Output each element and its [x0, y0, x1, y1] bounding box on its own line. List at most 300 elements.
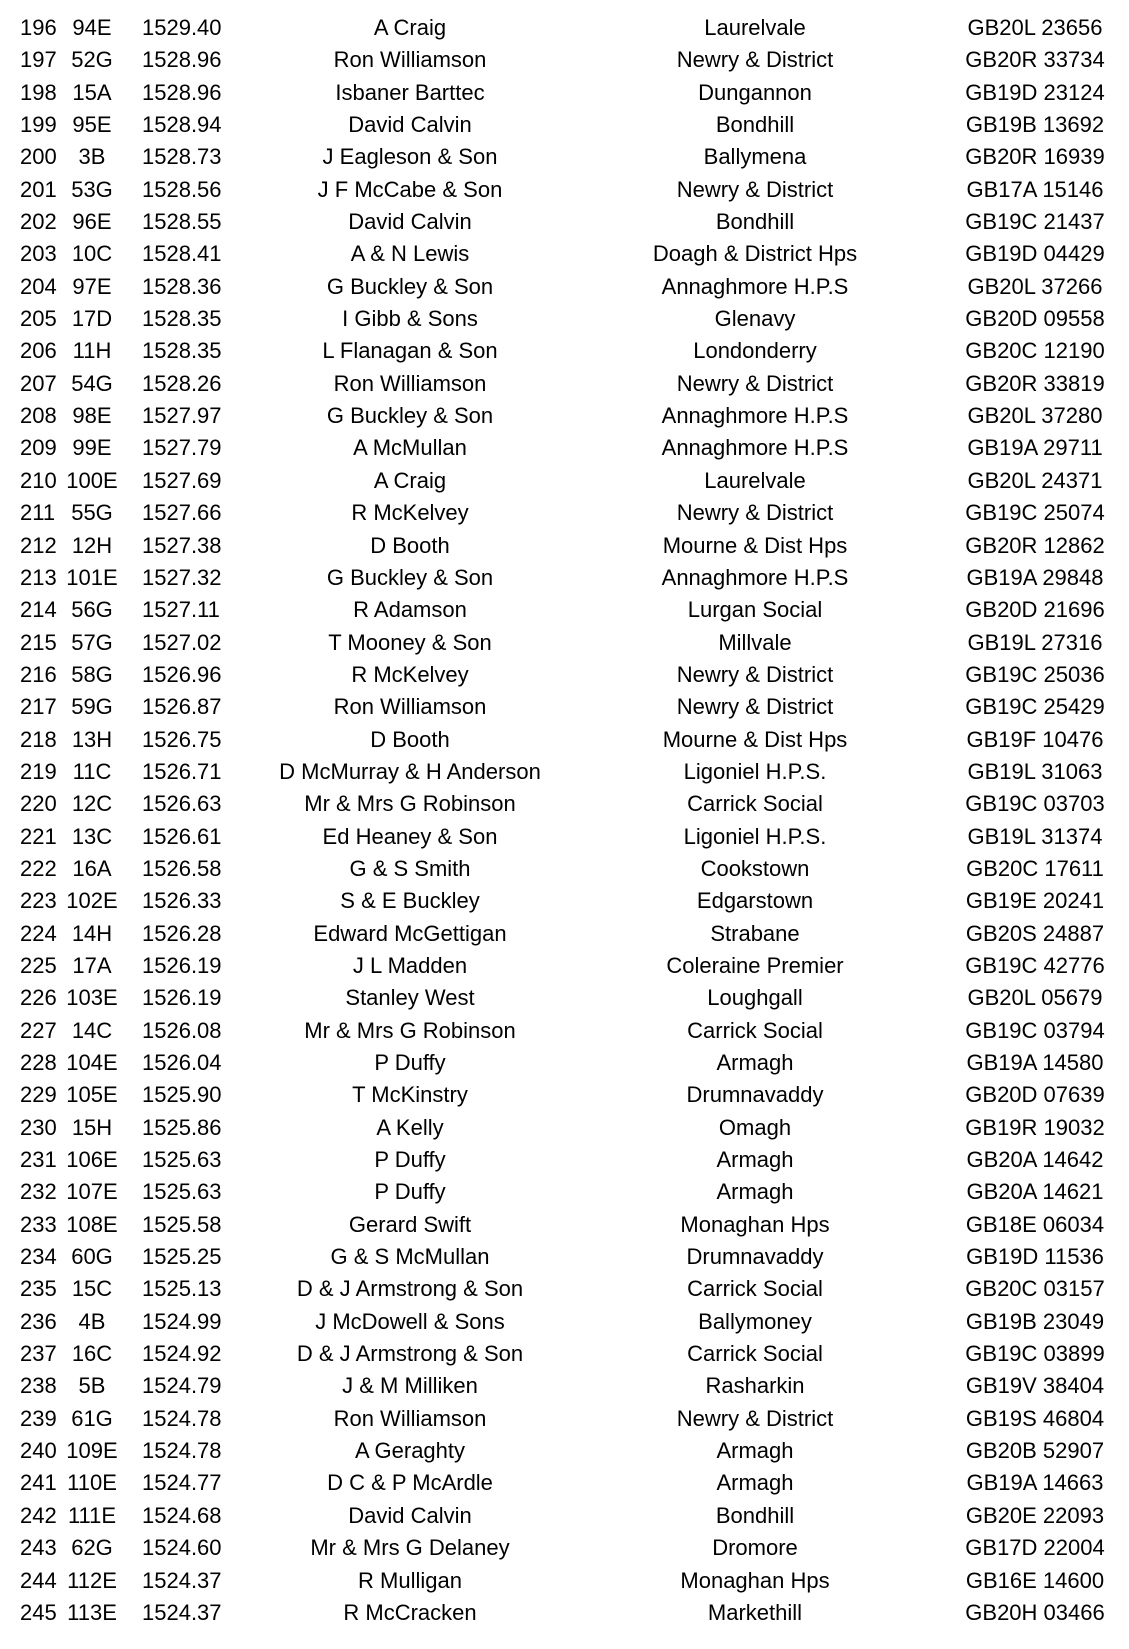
table-row: [0, 1532, 1129, 1564]
entry-code-cell: 52G: [71, 47, 113, 73]
position-cell: 209: [20, 435, 57, 461]
position-cell: 236: [20, 1308, 57, 1334]
position-cell: 231: [20, 1147, 57, 1173]
entry-code-cell: 12H: [71, 532, 113, 558]
ring-number-cell: GB20R 16939: [965, 144, 1105, 170]
fancier-name-cell: Mr & Mrs G Robinson: [304, 791, 516, 817]
velocity-cell: 1525.58: [142, 1211, 222, 1237]
velocity-cell: 1526.58: [142, 855, 222, 881]
club-cell: Mourne & Dist Hps: [662, 726, 848, 752]
table-row: [0, 44, 1129, 76]
club-cell: Laurelvale: [704, 15, 806, 40]
table-row: [0, 1015, 1129, 1047]
ring-number-cell: GB20R 33734: [965, 47, 1105, 73]
velocity-cell: 1527.38: [142, 532, 222, 558]
ring-number-cell: GB20R 33819: [965, 370, 1105, 396]
fancier-name-cell: G Buckley & Son: [326, 273, 494, 299]
entry-code-cell: 111E: [67, 1502, 117, 1528]
club-cell: Newry & District: [676, 694, 834, 720]
velocity-cell: 1524.78: [142, 1405, 222, 1431]
position-cell: 197: [20, 47, 57, 73]
fancier-name-cell: R Adamson: [353, 597, 467, 623]
position-cell: 217: [20, 694, 57, 720]
table-row: [0, 109, 1129, 141]
ring-number-cell: GB19C 03794: [965, 1017, 1105, 1043]
position-cell: 214: [20, 597, 57, 623]
ring-number-cell: GB20R 12862: [965, 532, 1105, 558]
entry-code-cell: 98E: [72, 403, 112, 429]
fancier-name-cell: D Booth: [370, 532, 450, 558]
ring-number-cell: GB19D 04429: [965, 241, 1105, 267]
velocity-cell: 1527.79: [142, 435, 222, 461]
ring-number-cell: GB19C 25036: [965, 661, 1105, 687]
club-cell: Strabane: [710, 920, 800, 946]
position-cell: 210: [20, 467, 57, 493]
position-cell: 211: [20, 500, 56, 526]
entry-code-cell: 16C: [71, 1341, 113, 1367]
entry-code-cell: 109E: [66, 1438, 118, 1464]
ring-number-cell: GB20C 12190: [965, 338, 1105, 364]
entry-code-cell: 104E: [66, 1050, 118, 1075]
position-cell: 205: [20, 306, 57, 332]
fancier-name-cell: A Craig: [373, 15, 447, 40]
position-cell: 196: [20, 15, 57, 40]
club-cell: Ligoniel H.P.S.: [683, 758, 827, 784]
ring-number-cell: GB19E 20241: [965, 888, 1105, 914]
fancier-name-cell: A Geraghty: [354, 1438, 466, 1464]
ring-number-cell: GB20D 09558: [965, 306, 1105, 332]
table-row: [0, 1565, 1129, 1597]
club-cell: Glenavy: [714, 306, 796, 332]
table-row: [0, 174, 1129, 206]
position-cell: 221: [20, 823, 57, 849]
position-cell: 241: [20, 1470, 57, 1496]
club-cell: Annaghmore H.P.S: [661, 273, 849, 299]
results-table: [0, 12, 1129, 1629]
velocity-cell: 1527.11: [142, 597, 220, 623]
table-row: [0, 1079, 1129, 1111]
entry-code-cell: 108E: [66, 1211, 118, 1237]
fancier-name-cell: G & S Smith: [349, 855, 471, 881]
fancier-name-cell: A Craig: [373, 467, 447, 493]
club-cell: Ballymena: [703, 144, 807, 170]
position-cell: 242: [20, 1502, 57, 1528]
table-row: [0, 77, 1129, 109]
table-row: [0, 821, 1129, 853]
club-cell: Armagh: [716, 1050, 794, 1075]
ring-number-cell: GB19D 11536: [966, 1244, 1104, 1270]
club-cell: Drumnavaddy: [686, 1082, 824, 1108]
table-row: [0, 788, 1129, 820]
fancier-name-cell: J L Madden: [352, 952, 468, 978]
entry-code-cell: 99E: [72, 435, 112, 461]
ring-number-cell: GB20L 37280: [967, 403, 1103, 429]
entry-code-cell: 106E: [66, 1147, 118, 1173]
ring-number-cell: GB20A 14621: [966, 1179, 1104, 1205]
table-row: [0, 400, 1129, 432]
table-row: [0, 1144, 1129, 1176]
velocity-cell: 1528.56: [142, 176, 222, 202]
position-cell: 244: [20, 1567, 57, 1593]
entry-code-cell: 54G: [71, 370, 113, 396]
club-cell: Carrick Social: [687, 1341, 823, 1367]
fancier-name-cell: Ron Williamson: [333, 694, 487, 720]
club-cell: Armagh: [716, 1470, 794, 1496]
ring-number-cell: GB19C 03703: [965, 791, 1105, 817]
club-cell: Carrick Social: [687, 791, 823, 817]
entry-code-cell: 15A: [72, 79, 112, 105]
velocity-cell: 1526.04: [142, 1050, 222, 1075]
fancier-name-cell: A & N Lewis: [350, 241, 470, 267]
position-cell: 203: [20, 241, 57, 267]
fancier-name-cell: Ron Williamson: [333, 1405, 487, 1431]
fancier-name-cell: R McKelvey: [351, 661, 469, 687]
entry-code-cell: 15C: [71, 1276, 113, 1302]
club-cell: Annaghmore H.P.S: [661, 403, 849, 429]
velocity-cell: 1527.97: [142, 403, 222, 429]
table-row: [0, 1467, 1129, 1499]
position-cell: 202: [20, 209, 57, 235]
fancier-name-cell: G Buckley & Son: [326, 403, 494, 429]
position-cell: 240: [20, 1438, 57, 1464]
club-cell: Newry & District: [676, 661, 834, 687]
club-cell: Mourne & Dist Hps: [662, 532, 848, 558]
fancier-name-cell: David Calvin: [348, 1502, 472, 1528]
ring-number-cell: GB19A 14580: [966, 1050, 1104, 1075]
position-cell: 216: [20, 661, 57, 687]
velocity-cell: 1526.75: [142, 726, 222, 752]
velocity-cell: 1528.96: [142, 79, 222, 105]
velocity-cell: 1526.19: [142, 952, 222, 978]
ring-number-cell: GB19R 19032: [965, 1114, 1105, 1140]
velocity-cell: 1528.96: [142, 47, 222, 73]
club-cell: Newry & District: [676, 176, 834, 202]
entry-code-cell: 5B: [78, 1373, 106, 1399]
ring-number-cell: GB19C 03899: [965, 1341, 1105, 1367]
entry-code-cell: 14H: [71, 920, 113, 946]
velocity-cell: 1526.71: [142, 758, 222, 784]
club-cell: Lurgan Social: [687, 597, 823, 623]
ring-number-cell: GB19B 13692: [965, 112, 1105, 138]
position-cell: 229: [20, 1082, 57, 1108]
ring-number-cell: GB20B 52907: [965, 1438, 1105, 1464]
ring-number-cell: GB19A 14663: [966, 1470, 1104, 1496]
entry-code-cell: 57G: [71, 629, 113, 655]
club-cell: Rasharkin: [705, 1373, 805, 1399]
club-cell: Ligoniel H.P.S.: [683, 823, 827, 849]
velocity-cell: 1524.77: [142, 1470, 222, 1496]
entry-code-cell: 94E: [72, 15, 112, 40]
ring-number-cell: GB20E 22093: [965, 1502, 1105, 1528]
table-row: [0, 530, 1129, 562]
fancier-name-cell: P Duffy: [374, 1179, 446, 1205]
position-cell: 207: [20, 370, 57, 396]
position-cell: 199: [20, 112, 57, 138]
table-row: [0, 1435, 1129, 1467]
table-row: [0, 1370, 1129, 1402]
velocity-cell: 1526.28: [142, 920, 222, 946]
table-row: [0, 885, 1129, 917]
position-cell: 201: [20, 176, 57, 202]
velocity-cell: 1525.25: [142, 1244, 222, 1270]
velocity-cell: 1524.92: [142, 1341, 222, 1367]
club-cell: Dungannon: [698, 79, 812, 105]
fancier-name-cell: Gerard Swift: [348, 1211, 472, 1237]
fancier-name-cell: G Buckley & Son: [326, 564, 494, 590]
ring-number-cell: GB20C 17611: [966, 855, 1104, 881]
ring-number-cell: GB20L 23656: [967, 15, 1103, 40]
position-cell: 213: [20, 564, 57, 590]
position-cell: 204: [20, 273, 57, 299]
velocity-cell: 1526.63: [142, 791, 222, 817]
velocity-cell: 1528.55: [142, 209, 222, 235]
fancier-name-cell: D C & P McArdle: [327, 1470, 493, 1496]
fancier-name-cell: D Booth: [370, 726, 450, 752]
entry-code-cell: 15H: [71, 1114, 113, 1140]
table-row: [0, 1500, 1129, 1532]
club-cell: Markethill: [707, 1599, 803, 1625]
position-cell: 232: [20, 1179, 57, 1205]
entry-code-cell: 14C: [71, 1017, 113, 1043]
entry-code-cell: 59G: [71, 694, 113, 720]
position-cell: 198: [20, 79, 57, 105]
velocity-cell: 1524.37: [142, 1599, 222, 1625]
club-cell: Annaghmore H.P.S: [661, 435, 849, 461]
position-cell: 212: [20, 532, 57, 558]
entry-code-cell: 95E: [72, 112, 112, 138]
club-cell: Edgarstown: [696, 888, 814, 914]
ring-number-cell: GB20C 03157: [965, 1276, 1105, 1302]
table-row: [0, 1047, 1129, 1079]
fancier-name-cell: J F McCabe & Son: [317, 176, 503, 202]
fancier-name-cell: D McMurray & H Anderson: [279, 758, 541, 784]
position-cell: 223: [20, 888, 57, 914]
velocity-cell: 1529.40: [142, 15, 222, 40]
club-cell: Laurelvale: [704, 467, 806, 493]
table-row: [0, 724, 1129, 756]
club-cell: Bondhill: [715, 209, 795, 235]
table-row: [0, 497, 1129, 529]
velocity-cell: 1525.13: [142, 1276, 222, 1302]
ring-number-cell: GB20D 21696: [965, 597, 1105, 623]
ring-number-cell: GB20D 07639: [965, 1082, 1105, 1108]
velocity-cell: 1526.33: [142, 888, 222, 914]
entry-code-cell: 13H: [71, 726, 113, 752]
ring-number-cell: GB17D 22004: [965, 1535, 1105, 1561]
entry-code-cell: 62G: [71, 1535, 113, 1561]
fancier-name-cell: Mr & Mrs G Robinson: [304, 1017, 516, 1043]
fancier-name-cell: I Gibb & Sons: [342, 306, 478, 332]
ring-number-cell: GB19A 29711: [967, 435, 1103, 461]
ring-number-cell: GB19D 23124: [965, 79, 1105, 105]
entry-code-cell: 60G: [71, 1244, 113, 1270]
table-row: [0, 691, 1129, 723]
fancier-name-cell: T Mooney & Son: [328, 629, 492, 655]
velocity-cell: 1528.35: [142, 306, 222, 332]
table-row: [0, 271, 1129, 303]
velocity-cell: 1527.32: [142, 564, 222, 590]
entry-code-cell: 105E: [66, 1082, 118, 1108]
fancier-name-cell: J & M Milliken: [342, 1373, 478, 1399]
club-cell: Coleraine Premier: [666, 952, 844, 978]
fancier-name-cell: Ron Williamson: [333, 370, 487, 396]
table-row: [0, 562, 1129, 594]
entry-code-cell: 97E: [72, 273, 112, 299]
ring-number-cell: GB19L 31063: [967, 758, 1103, 784]
position-cell: 238: [20, 1373, 57, 1399]
entry-code-cell: 102E: [66, 888, 118, 914]
club-cell: Loughgall: [707, 985, 803, 1011]
entry-code-cell: 113E: [67, 1599, 117, 1625]
table-row: [0, 1306, 1129, 1338]
entry-code-cell: 53G: [71, 176, 113, 202]
fancier-name-cell: P Duffy: [374, 1050, 446, 1075]
velocity-cell: 1525.63: [142, 1179, 222, 1205]
club-cell: Doagh & District Hps: [652, 241, 858, 267]
position-cell: 235: [20, 1276, 57, 1302]
entry-code-cell: 16A: [72, 855, 112, 881]
club-cell: Armagh: [716, 1147, 794, 1173]
entry-code-cell: 56G: [71, 597, 113, 623]
ring-number-cell: GB19B 23049: [965, 1308, 1105, 1334]
club-cell: Newry & District: [676, 370, 834, 396]
velocity-cell: 1526.96: [142, 661, 222, 687]
ring-number-cell: GB19C 25074: [965, 500, 1105, 526]
velocity-cell: 1524.68: [142, 1502, 222, 1528]
ring-number-cell: GB19C 25429: [965, 694, 1105, 720]
table-row: [0, 1273, 1129, 1305]
entry-code-cell: 112E: [67, 1567, 117, 1593]
position-cell: 215: [20, 629, 57, 655]
position-cell: 230: [20, 1114, 57, 1140]
fancier-name-cell: R Mulligan: [358, 1567, 462, 1593]
fancier-name-cell: Ed Heaney & Son: [322, 823, 498, 849]
entry-code-cell: 96E: [72, 209, 112, 235]
velocity-cell: 1527.69: [142, 467, 222, 493]
table-row: [0, 756, 1129, 788]
ring-number-cell: GB19S 46804: [965, 1405, 1105, 1431]
position-cell: 239: [20, 1405, 57, 1431]
position-cell: 208: [20, 403, 57, 429]
table-row: [0, 1176, 1129, 1208]
position-cell: 200: [20, 144, 57, 170]
velocity-cell: 1527.02: [142, 629, 222, 655]
position-cell: 226: [20, 985, 57, 1011]
entry-code-cell: 100E: [66, 467, 118, 493]
ring-number-cell: GB20L 05679: [967, 985, 1103, 1011]
table-row: [0, 432, 1129, 464]
entry-code-cell: 55G: [71, 500, 113, 526]
table-row: [0, 303, 1129, 335]
table-row: [0, 853, 1129, 885]
fancier-name-cell: Mr & Mrs G Delaney: [310, 1535, 510, 1561]
ring-number-cell: GB20A 14642: [966, 1147, 1104, 1173]
entry-code-cell: 110E: [67, 1470, 117, 1496]
ring-number-cell: GB19L 27316: [967, 629, 1103, 655]
position-cell: 206: [20, 338, 57, 364]
table-row: [0, 335, 1129, 367]
fancier-name-cell: R McCracken: [343, 1599, 477, 1625]
entry-code-cell: 107E: [66, 1179, 118, 1205]
velocity-cell: 1528.35: [142, 338, 222, 364]
entry-code-cell: 3B: [78, 144, 106, 170]
club-cell: Carrick Social: [687, 1017, 823, 1043]
table-row: [0, 206, 1129, 238]
velocity-cell: 1528.41: [142, 241, 222, 267]
ring-number-cell: GB20S 24887: [965, 920, 1105, 946]
entry-code-cell: 12C: [71, 791, 113, 817]
fancier-name-cell: R McKelvey: [351, 500, 469, 526]
entry-code-cell: 103E: [66, 985, 118, 1011]
ring-number-cell: GB19C 21437: [965, 209, 1105, 235]
entry-code-cell: 101E: [66, 564, 118, 590]
entry-code-cell: 61G: [71, 1405, 113, 1431]
club-cell: Armagh: [716, 1438, 794, 1464]
fancier-name-cell: Isbaner Barttec: [335, 79, 485, 105]
table-row: [0, 659, 1129, 691]
position-cell: 219: [20, 758, 57, 784]
position-cell: 224: [20, 920, 57, 946]
position-cell: 220: [20, 791, 57, 817]
fancier-name-cell: A McMullan: [353, 435, 467, 461]
entry-code-cell: 10C: [71, 241, 113, 267]
velocity-cell: 1526.08: [142, 1017, 222, 1043]
ring-number-cell: GB18E 06034: [965, 1211, 1105, 1237]
position-cell: 218: [20, 726, 57, 752]
ring-number-cell: GB20H 03466: [965, 1599, 1105, 1625]
table-row: [0, 918, 1129, 950]
position-cell: 227: [20, 1017, 57, 1043]
club-cell: Dromore: [712, 1535, 798, 1561]
entry-code-cell: 17D: [71, 306, 113, 332]
club-cell: Armagh: [716, 1179, 794, 1205]
velocity-cell: 1528.94: [142, 112, 222, 138]
club-cell: Newry & District: [676, 47, 834, 73]
entry-code-cell: 4B: [78, 1308, 106, 1334]
fancier-name-cell: J McDowell & Sons: [315, 1308, 505, 1334]
club-cell: Monaghan Hps: [680, 1211, 830, 1237]
ring-number-cell: GB16E 14600: [965, 1567, 1105, 1593]
table-row: [0, 982, 1129, 1014]
fancier-name-cell: D & J Armstrong & Son: [296, 1341, 524, 1367]
club-cell: Annaghmore H.P.S: [661, 564, 849, 590]
fancier-name-cell: P Duffy: [374, 1147, 446, 1173]
ring-number-cell: GB20L 24371: [967, 467, 1103, 493]
position-cell: 228: [20, 1050, 57, 1075]
club-cell: Newry & District: [676, 1405, 834, 1431]
table-row: [0, 1403, 1129, 1435]
table-row: [0, 238, 1129, 270]
position-cell: 225: [20, 952, 57, 978]
club-cell: Londonderry: [693, 338, 817, 364]
table-row: [0, 141, 1129, 173]
table-row: [0, 1112, 1129, 1144]
position-cell: 237: [20, 1341, 57, 1367]
club-cell: Millvale: [718, 629, 792, 655]
ring-number-cell: GB19L 31374: [967, 823, 1103, 849]
table-row: [0, 1597, 1129, 1629]
fancier-name-cell: David Calvin: [348, 112, 472, 138]
entry-code-cell: 13C: [71, 823, 113, 849]
ring-number-cell: GB19C 42776: [965, 952, 1105, 978]
position-cell: 243: [20, 1535, 57, 1561]
fancier-name-cell: Ron Williamson: [333, 47, 487, 73]
fancier-name-cell: G & S McMullan: [330, 1244, 490, 1270]
velocity-cell: 1524.37: [142, 1567, 222, 1593]
entry-code-cell: 11H: [72, 338, 112, 364]
ring-number-cell: GB19A 29848: [966, 564, 1104, 590]
table-row: [0, 368, 1129, 400]
